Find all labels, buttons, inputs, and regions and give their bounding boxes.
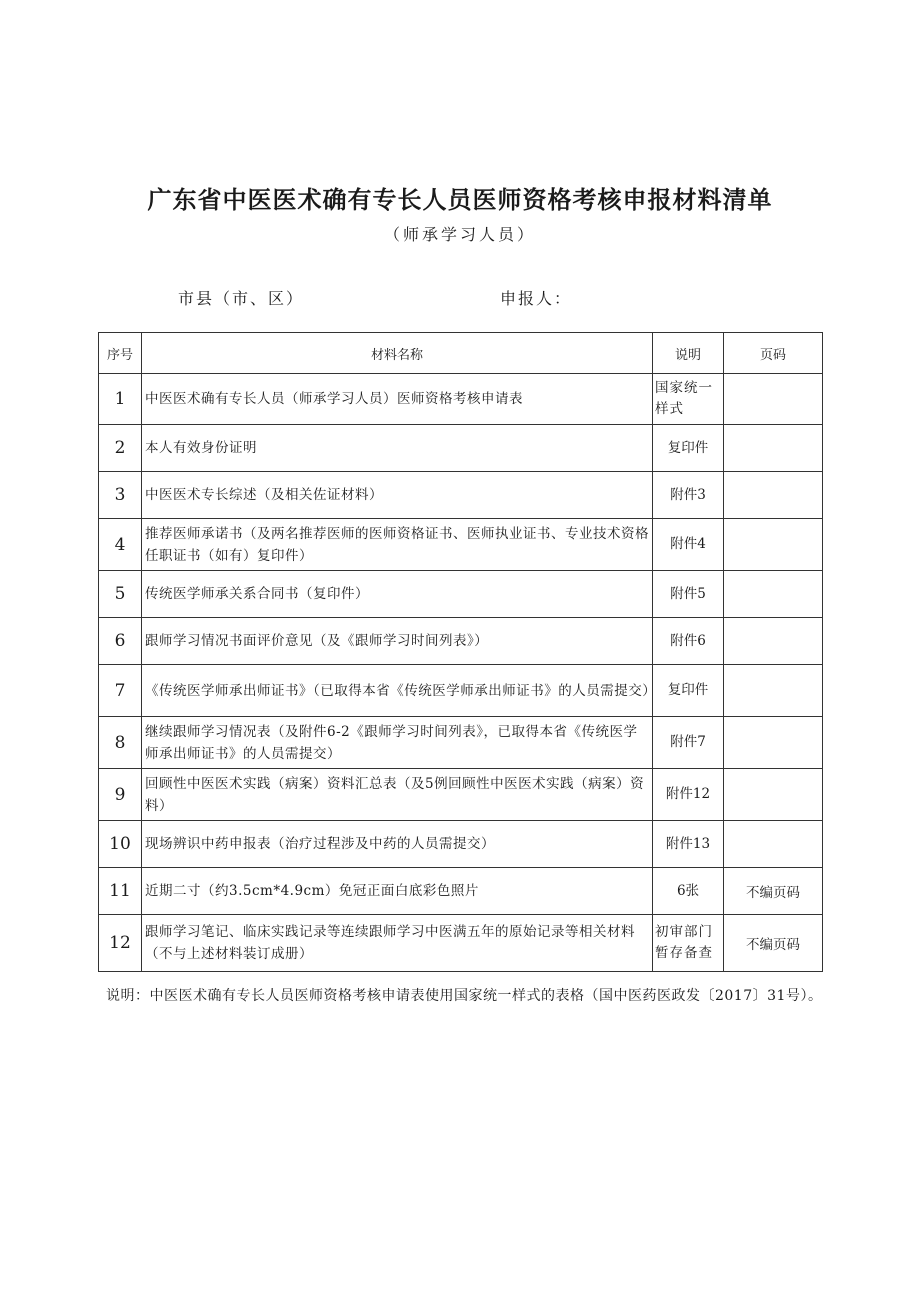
row-page — [724, 425, 823, 472]
header-note: 说明 — [653, 333, 724, 374]
row-note: 6张 — [653, 868, 724, 915]
table-row — [99, 618, 823, 665]
row-name: 本人有效身份证明 — [142, 425, 653, 472]
row-note: 国家统一样式 — [653, 374, 724, 425]
table-row — [99, 868, 823, 915]
row-page: 不编页码 — [724, 915, 823, 972]
row-page — [724, 519, 823, 571]
row-note: 附件3 — [653, 472, 724, 519]
row-note: 附件12 — [653, 769, 724, 821]
row-name: 中医医术确有专长人员（师承学习人员）医师资格考核申请表 — [142, 374, 653, 425]
row-note: 复印件 — [653, 425, 724, 472]
row-name: 现场辨识中药申报表（治疗过程涉及中药的人员需提交） — [142, 821, 653, 868]
footnote: 说明：中医医术确有专长人员医师资格考核申请表使用国家统一样式的表格（国中医药医政发〔2017〕31号）。 — [106, 988, 823, 1004]
row-seq: 10 — [99, 821, 142, 868]
row-page — [724, 571, 823, 618]
table-header-row — [99, 333, 823, 374]
table-row — [99, 425, 823, 472]
row-name: 回顾性中医医术实践（病案）资料汇总表（及5例回顾性中医医术实践（病案）资料） — [142, 769, 653, 821]
row-seq: 8 — [99, 717, 142, 769]
table-row — [99, 717, 823, 769]
table-row — [99, 821, 823, 868]
row-page — [724, 821, 823, 868]
row-page — [724, 374, 823, 425]
row-page — [724, 769, 823, 821]
document-subtitle: （师承学习人员） — [383, 225, 536, 244]
row-seq: 11 — [99, 868, 142, 915]
row-name: 传统医学师承关系合同书（复印件） — [142, 571, 653, 618]
row-name: 跟师学习笔记、临床实践记录等连续跟师学习中医满五年的原始记录等相关材料（不与上述材料装订成册） — [142, 915, 653, 972]
row-seq: 6 — [99, 618, 142, 665]
table-row — [99, 769, 823, 821]
header-seq: 序号 — [99, 333, 142, 374]
region-label: 市县（市、区） — [178, 289, 305, 308]
row-seq: 3 — [99, 472, 142, 519]
row-seq: 5 — [99, 571, 142, 618]
row-name: 跟师学习情况书面评价意见（及《跟师学习时间列表》） — [142, 618, 653, 665]
row-name: 中医医术专长综述（及相关佐证材料） — [142, 472, 653, 519]
row-note: 附件13 — [653, 821, 724, 868]
row-seq: 12 — [99, 915, 142, 972]
row-note: 附件6 — [653, 618, 724, 665]
row-note: 复印件 — [653, 665, 724, 717]
materials-table — [98, 332, 823, 972]
applicant-label: 申报人： — [500, 289, 573, 308]
row-seq: 9 — [99, 769, 142, 821]
row-note: 附件7 — [653, 717, 724, 769]
row-seq: 1 — [99, 374, 142, 425]
row-note: 初审部门暂存备查 — [653, 915, 724, 972]
row-name: 近期二寸（约3.5cm*4.9cm）免冠正面白底彩色照片 — [142, 868, 653, 915]
header-page: 页码 — [724, 333, 823, 374]
row-note: 附件5 — [653, 571, 724, 618]
document-title: 广东省中医医术确有专长人员医师资格考核申报材料清单 — [147, 186, 773, 214]
table-row — [99, 374, 823, 425]
table-row — [99, 472, 823, 519]
header-name: 材料名称 — [142, 333, 653, 374]
table-row — [99, 571, 823, 618]
row-page: 不编页码 — [724, 868, 823, 915]
table-row — [99, 915, 823, 972]
row-name: 继续跟师学习情况表（及附件6-2《跟师学习时间列表》，已取得本省《传统医学师承出师证书》的人员需提交） — [142, 717, 653, 769]
row-seq: 2 — [99, 425, 142, 472]
row-seq: 7 — [99, 665, 142, 717]
table-row — [99, 665, 823, 717]
row-name: 推荐医师承诺书（及两名推荐医师的医师资格证书、医师执业证书、专业技术资格任职证书（如有）复印件） — [142, 519, 653, 571]
row-page — [724, 618, 823, 665]
row-note: 附件4 — [653, 519, 724, 571]
row-page — [724, 717, 823, 769]
row-name: 《传统医学师承出师证书》（已取得本省《传统医学师承出师证书》的人员需提交） — [142, 665, 653, 717]
row-page — [724, 665, 823, 717]
row-page — [724, 472, 823, 519]
row-seq: 4 — [99, 519, 142, 571]
table-row — [99, 519, 823, 571]
